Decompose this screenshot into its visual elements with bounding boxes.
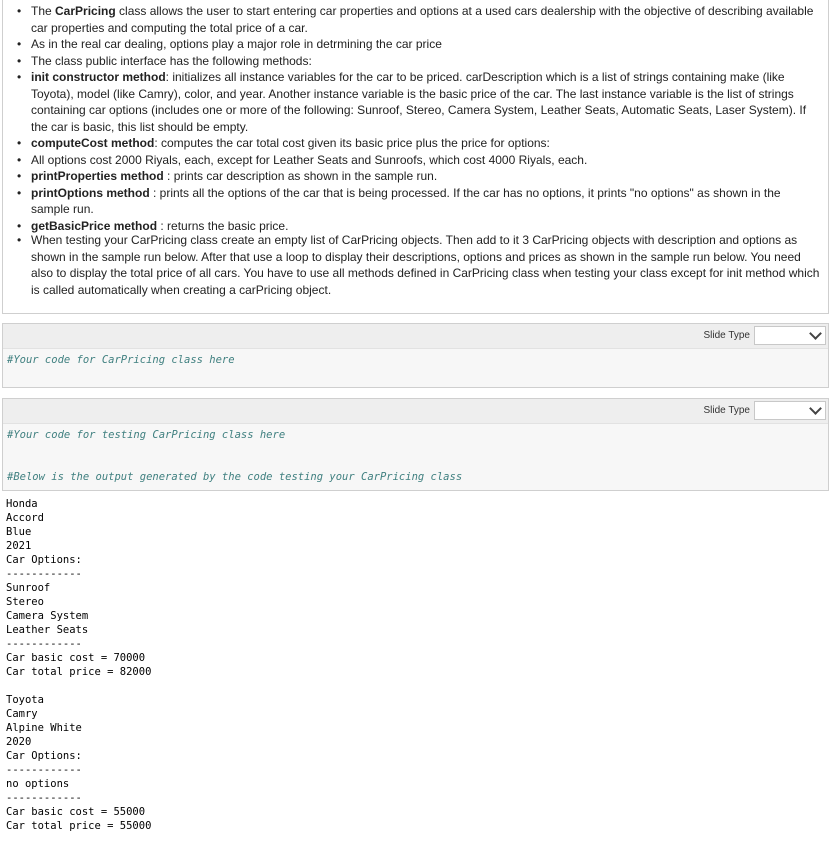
code-line[interactable]: #Your code for testing CarPricing class here — [7, 429, 286, 441]
output-line: Accord — [6, 512, 44, 524]
bullet-item — [3, 168, 830, 185]
bullet-text: The class public interface has the following methods: — [31, 53, 312, 68]
requirements-list — [3, 3, 830, 234]
output-line: Car basic cost = 55000 — [6, 806, 146, 818]
testing-instructions-list — [3, 232, 830, 298]
output-line: Stereo — [6, 596, 44, 608]
output-line: ------------ — [6, 764, 82, 776]
output-line: ------------ — [6, 792, 82, 804]
bullet-item — [3, 53, 830, 70]
markdown-cell — [2, 0, 829, 314]
output-line: 2020 — [6, 736, 32, 748]
bullet-bold-term: init constructor method — [31, 70, 166, 84]
chevron-down-icon — [809, 327, 822, 340]
output-line: no options — [6, 778, 70, 790]
output-line: Honda — [6, 498, 38, 510]
bullet-item — [3, 135, 830, 152]
bullet-item — [3, 232, 830, 298]
bullet-bold-term: printOptions method — [31, 185, 150, 200]
output-line: Sunroof — [6, 582, 51, 594]
bullet-item — [3, 69, 830, 135]
code-cell-testing[interactable] — [2, 398, 829, 491]
output-line: 2021 — [6, 540, 32, 552]
bullet-item — [3, 36, 830, 53]
output-line: Leather Seats — [6, 624, 89, 636]
bullet-text: As in the real car dealing, options play a major role in detrmining the car price — [31, 37, 442, 51]
output-line: Car total price = 55000 — [6, 820, 152, 832]
bullet-item — [3, 152, 830, 169]
cell-output — [6, 497, 151, 833]
output-line: ------------ — [6, 638, 82, 650]
output-line: ------------ — [6, 568, 82, 580]
bullet-text: : prints all the options of the car that is being processed. If the car has no options, it prints "no options" as shown in the sample run. — [31, 185, 781, 216]
output-line: Car basic cost = 70000 — [6, 652, 146, 664]
output-line — [6, 679, 151, 693]
slide-type-select[interactable] — [754, 326, 826, 345]
cell-toolbar — [3, 324, 828, 349]
chevron-down-icon — [809, 402, 822, 415]
output-line: Car Options: — [6, 554, 82, 566]
bullet-text: When testing your CarPricing class create an empty list of CarPricing objects. Then add to it 3 CarPricing objects with description and options as shown in the sample run below. After that use a loop to display their descriptions, options and prices as shown in the sample run below. You need also to display the total price of all cars. You have to use all methods defined in CarPricing class when testing your class except for init method which is called automatically when creating a carPricing object. — [31, 233, 820, 297]
output-line: Camry — [6, 708, 38, 720]
slide-type-label: Slide Type — [703, 330, 750, 341]
output-line: Car total price = 82000 — [6, 666, 152, 678]
bullet-text: class allows the user to start entering car properties and options at a used cars dealership with the objective of describing available car properties and computing the total price of a car. — [31, 4, 814, 35]
bullet-text: : prints car description as shown in the sample run. — [163, 169, 438, 183]
bullet-bold-term: CarPricing — [55, 4, 116, 18]
output-line: Toyota — [6, 694, 44, 706]
bullet-text: : computes the car total cost given its basic price plus the price for options: — [154, 136, 550, 150]
bullet-text: All options cost 2000 Riyals, each, except for Leather Seats and Sunroofs, which cost 4000 Riyals, each. — [31, 152, 588, 167]
code-cell-class[interactable] — [2, 323, 829, 388]
output-line: Camera System — [6, 610, 89, 622]
bullet-text: : initializes all instance variables for the car to be priced. carDescription which is a list of strings containing make (like Toyota), model (like Camry), color, and year. Another instance variable is the basic price of the car. The last instance variable is the list of strings containing car options (includes one or more of the following: Sunroof, Stereo, Camera System, Leather Seats, Automatic Seats, Laser System). If the car is basic, this list should be empty. — [31, 70, 807, 134]
bullet-bold-term: printProperties method — [31, 169, 164, 183]
bullet-bold-term: getBasicPrice method — [31, 218, 158, 233]
code-line[interactable]: #Your code for CarPricing class here — [7, 354, 235, 366]
code-line[interactable]: #Below is the output generated by the code testing your CarPricing class — [7, 471, 463, 483]
bullet-text-pre: The — [31, 4, 56, 18]
output-line: Blue — [6, 526, 32, 538]
bullet-bold-term: computeCost method — [31, 136, 155, 150]
output-line: Alpine White — [6, 722, 82, 734]
bullet-item — [3, 3, 830, 36]
slide-type-select[interactable] — [754, 401, 826, 420]
slide-type-label: Slide Type — [703, 405, 750, 416]
output-line: Car Options: — [6, 750, 82, 762]
bullet-text: : returns the basic price. — [157, 218, 289, 233]
bullet-item — [3, 185, 830, 218]
cell-toolbar — [3, 399, 828, 424]
